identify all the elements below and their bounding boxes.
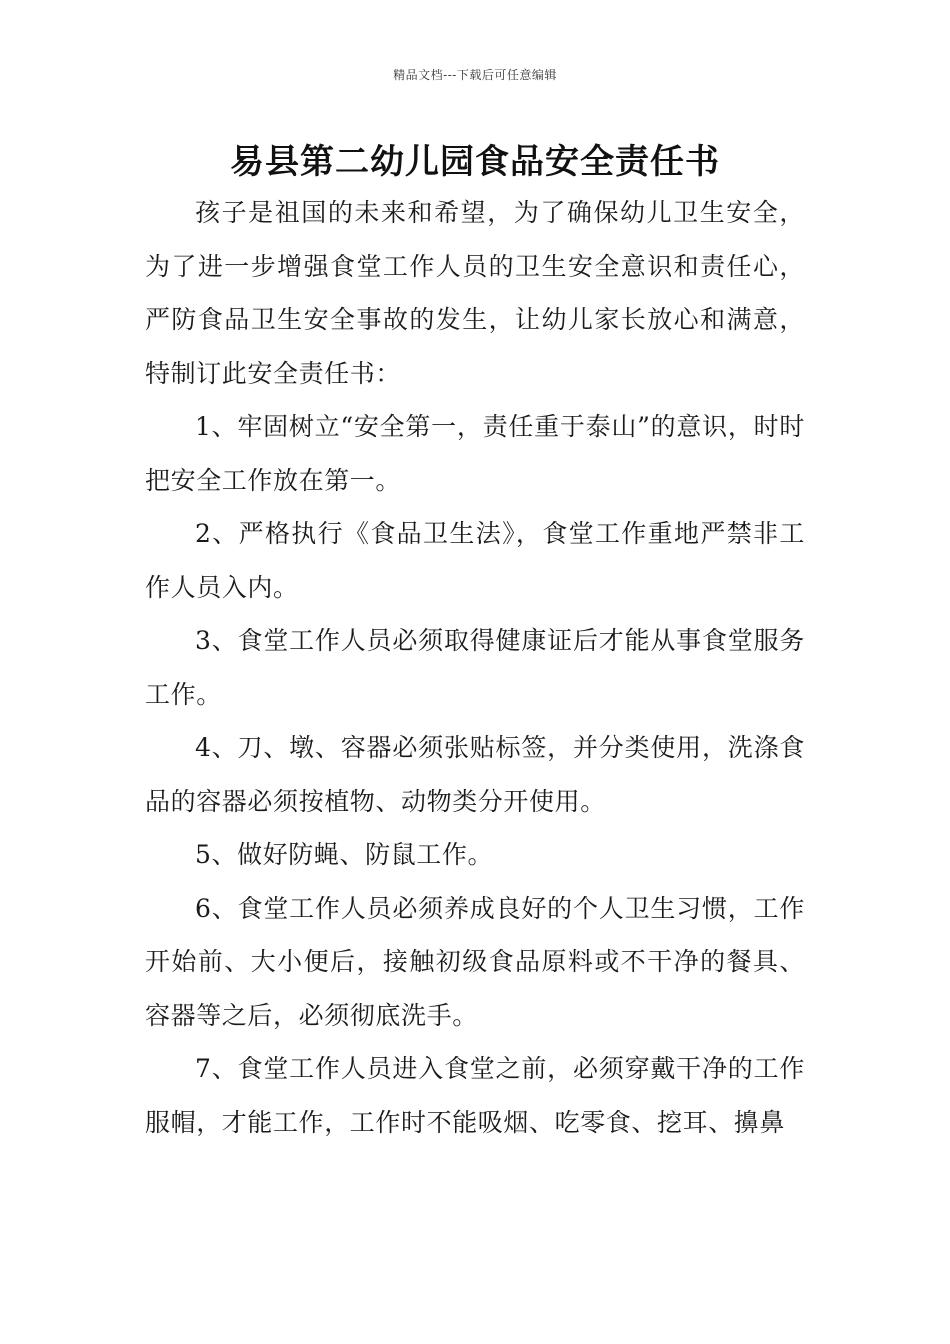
list-item: 5、做好防蝇、防鼠工作。 xyxy=(195,840,494,869)
list-item: 1、牢固树立“安全第一，责任重于泰山”的意识，时时把安全工作放在第一。 xyxy=(145,412,805,495)
list-item: 7、食堂工作人员进入食堂之前，必须穿戴干净的工作服帽，才能工作，工作时不能吸烟、吃零食、挖耳、擤鼻 xyxy=(145,1054,805,1137)
intro-paragraph: 孩子是祖国的未来和希望，为了确保幼儿卫生安全，为了进一步增强食堂工作人员的卫生安全意识和责任心，严防食品卫生安全事故的发生，让幼儿家长放心和满意，特制订此安全责任书： xyxy=(145,198,805,388)
document-title: 易县第二幼儿园食品安全责任书 xyxy=(230,142,720,182)
header-note: 精品文档---下载后可任意编辑 xyxy=(393,68,557,82)
list-item: 6、食堂工作人员必须养成良好的个人卫生习惯，工作开始前、大小便后，接触初级食品原料或不干净的餐具、容器等之后，必须彻底洗手。 xyxy=(145,893,805,1030)
list-item: 2、严格执行《食品卫生法》，食堂工作重地严禁非工作人员入内。 xyxy=(145,519,805,602)
list-item: 3、食堂工作人员必须取得健康证后才能从事食堂服务工作。 xyxy=(145,626,805,709)
document-body xyxy=(145,186,805,1149)
list-item: 4、刀、墩、容器必须张贴标签，并分类使用，洗涤食品的容器必须按植物、动物类分开使用。 xyxy=(145,733,805,816)
